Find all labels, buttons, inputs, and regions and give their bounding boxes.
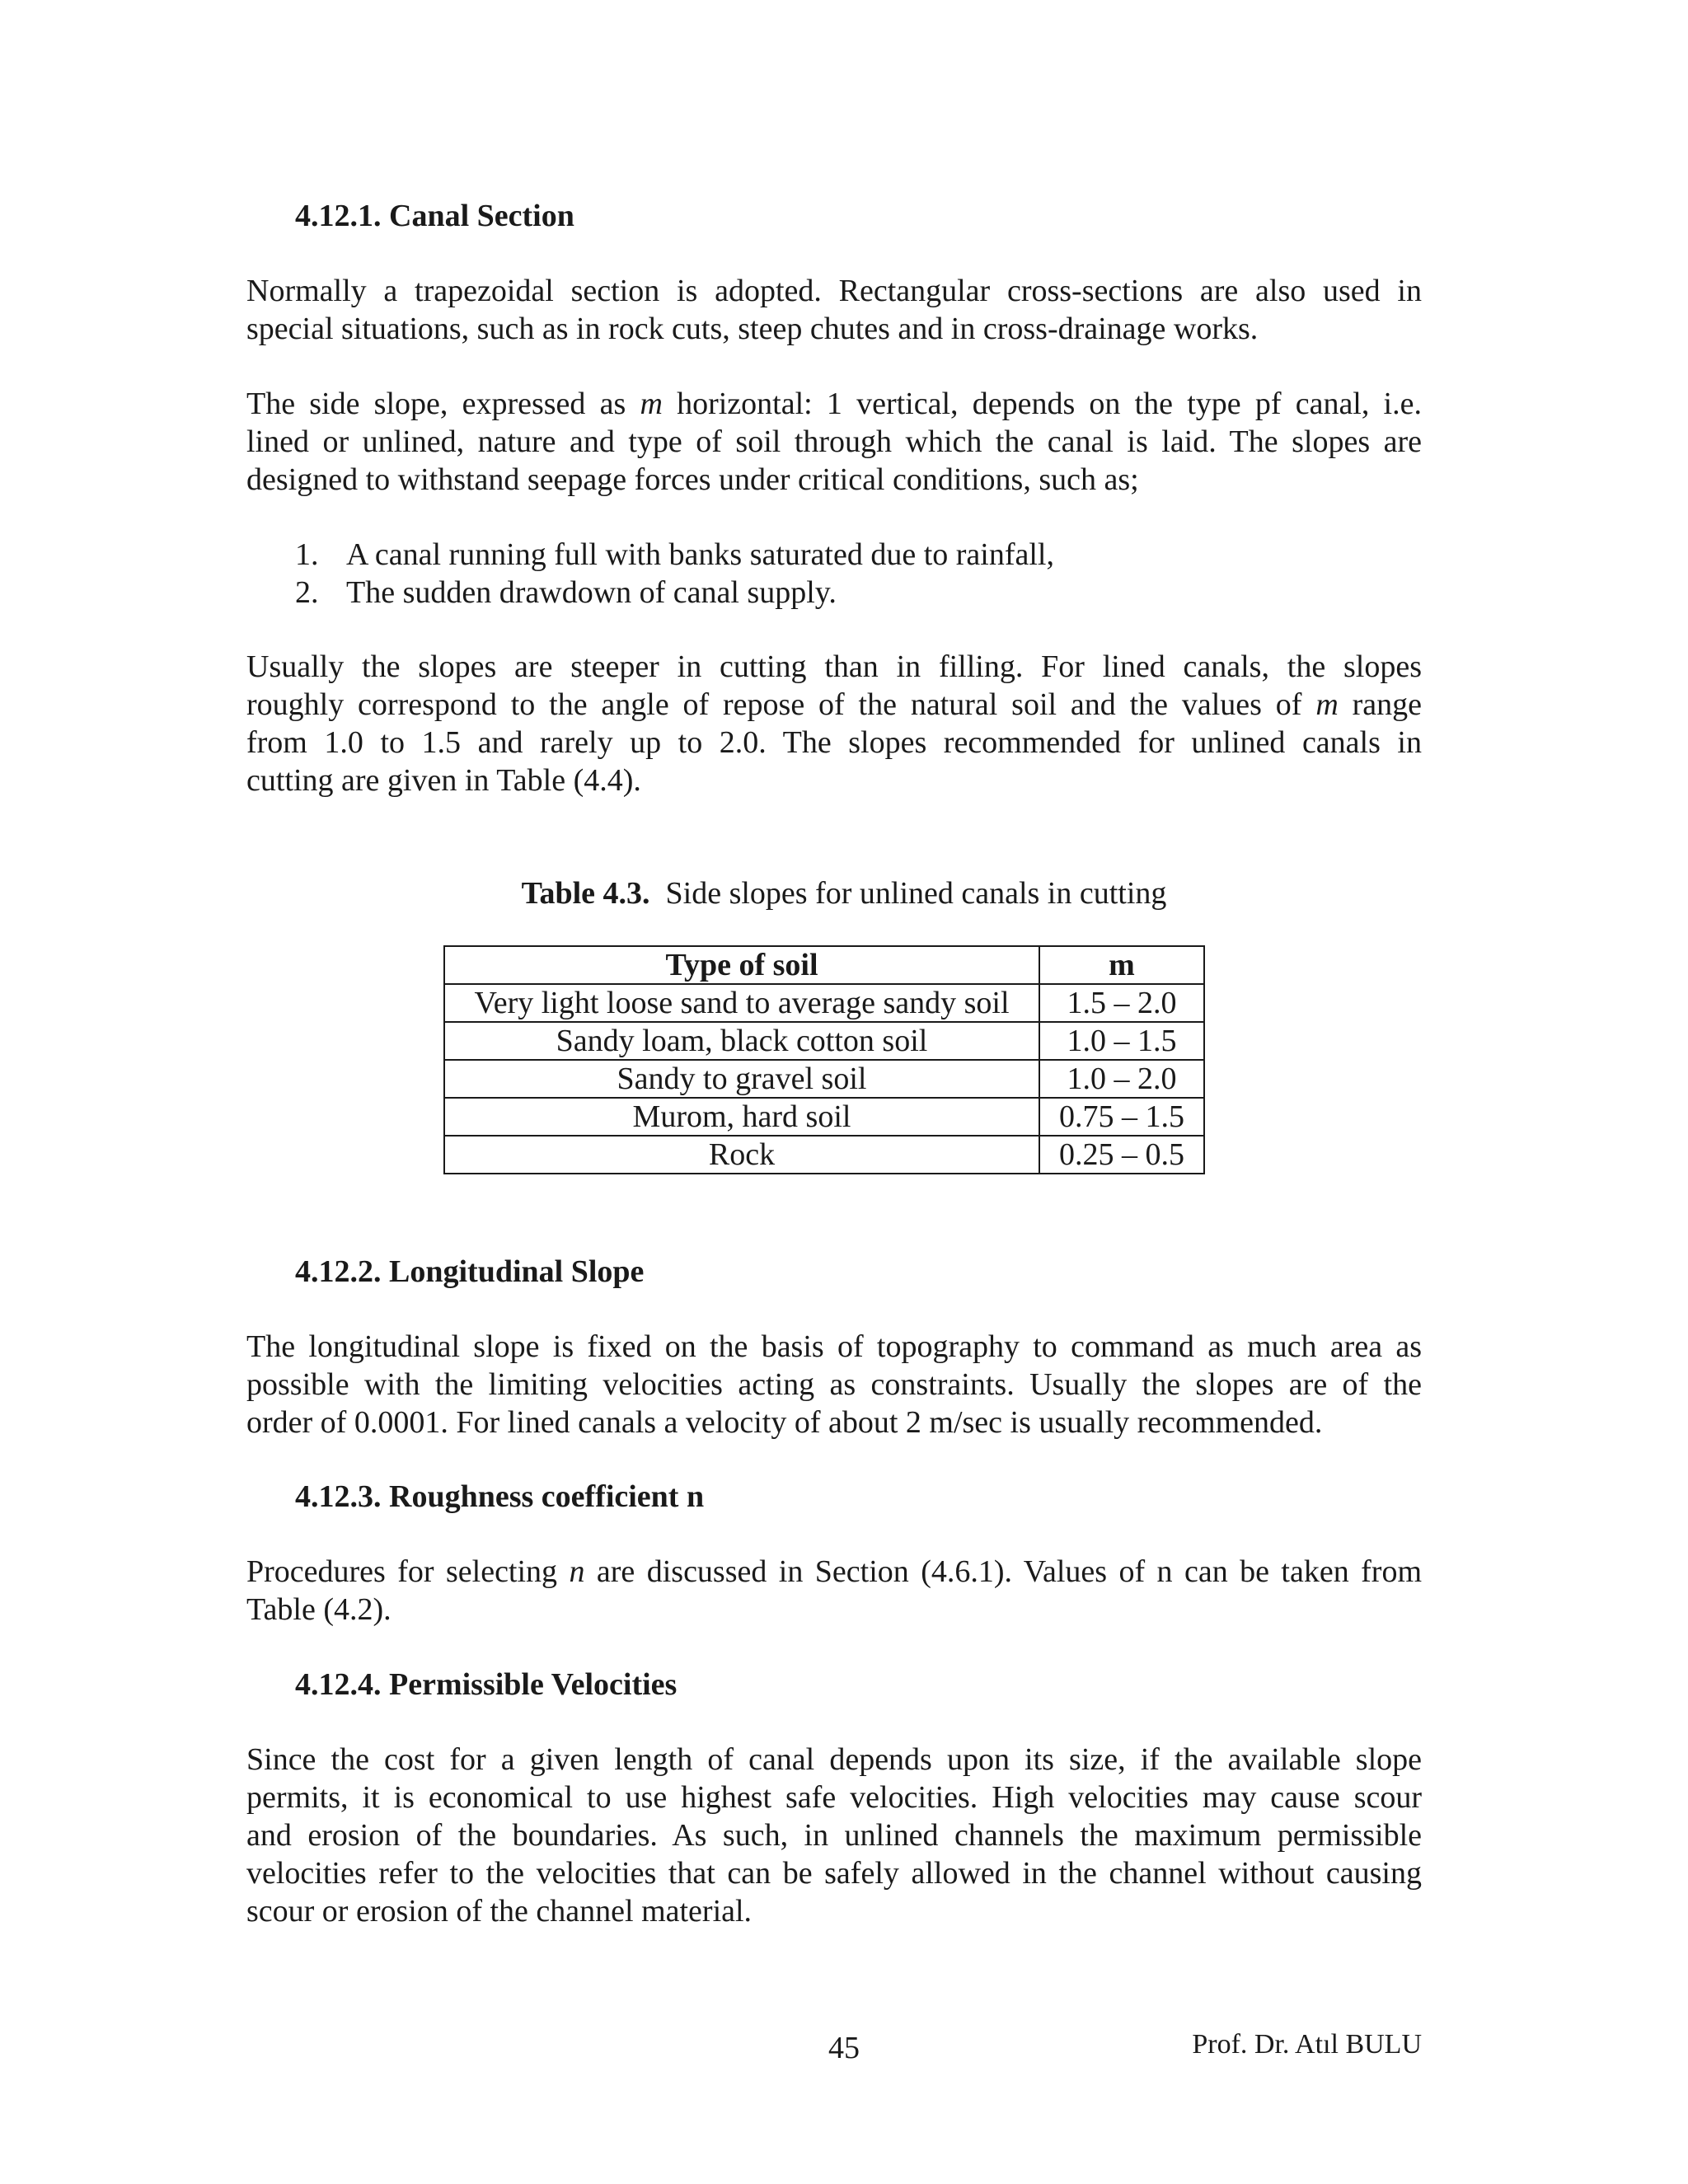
side-slopes-table <box>443 945 1205 1174</box>
list-item <box>295 574 1054 612</box>
section-heading-permissible-velocities: 4.12.4. Permissible Velocities <box>295 1667 678 1702</box>
numbered-list <box>295 536 1054 612</box>
table-cell: 0.25 – 0.5 <box>1039 1136 1204 1174</box>
text-line: The longitudinal slope is fixed on the basis of topography to command as much area as <box>246 1329 1422 1364</box>
text-line: from 1.0 to 1.5 and rarely up to 2.0. The slopes recommended for unlined canals in <box>246 725 1422 760</box>
paragraph-permissible-velocities <box>246 1741 1422 1930</box>
table-cell: 1.0 – 1.5 <box>1039 1022 1204 1060</box>
table-cell: Sandy loam, black cotton soil <box>444 1022 1039 1060</box>
text-line: Table (4.2). <box>246 1592 392 1627</box>
text-line: Usually the slopes are steeper in cutting than in filling. For lined canals, the slopes <box>246 649 1422 684</box>
text-fragment: horizontal: 1 vertical, depends on the type pf canal, i.e. <box>662 387 1422 421</box>
table-cell: 1.0 – 2.0 <box>1039 1060 1204 1098</box>
table-row <box>444 1022 1204 1060</box>
table-cell: Sandy to gravel soil <box>444 1060 1039 1098</box>
text-line: special situations, such as in rock cuts, steep chutes and in cross-drainage works. <box>246 312 1259 346</box>
variable-m: m <box>1315 687 1339 722</box>
table-row <box>444 1060 1204 1098</box>
paragraph-slopes <box>246 648 1422 799</box>
text-fragment: The side slope, expressed as <box>246 387 640 421</box>
page-number: 45 <box>828 2031 860 2065</box>
variable-m: m <box>640 387 663 421</box>
text-line: Since the cost for a given length of canal depends upon its size, if the available slope <box>246 1742 1422 1777</box>
text-line: designed to withstand seepage forces under critical conditions, such as; <box>246 462 1139 497</box>
text-line: cutting are given in Table (4.4). <box>246 763 641 798</box>
variable-n: n <box>569 1554 585 1589</box>
text-line: scour or erosion of the channel material. <box>246 1894 753 1929</box>
list-text: A canal running full with banks saturated due to rainfall, <box>346 537 1054 572</box>
list-item <box>295 536 1054 574</box>
text-fragment: Procedures for selecting <box>246 1554 570 1589</box>
text-fragment: range <box>1338 687 1422 722</box>
table-cell: Very light loose sand to average sandy soil <box>444 984 1039 1022</box>
text-fragment: are discussed in Section (4.6.1). Values of n can be taken from <box>584 1554 1423 1589</box>
table-cell: 1.5 – 2.0 <box>1039 984 1204 1022</box>
list-number: 1. <box>295 537 319 572</box>
text-line: order of 0.0001. For lined canals a velocity of about 2 m/sec is usually recommended. <box>246 1405 1323 1440</box>
text-line: lined or unlined, nature and type of soil through which the canal is laid. The slopes are <box>246 424 1422 459</box>
section-heading-roughness: 4.12.3. Roughness coefficient n <box>295 1479 705 1514</box>
text-line: possible with the limiting velocities acting as constraints. Usually the slopes are of the <box>246 1367 1422 1402</box>
table-header-row <box>444 946 1204 984</box>
table-row <box>444 1136 1204 1174</box>
text-line: velocities refer to the velocities that can be safely allowed in the channel without causing <box>246 1856 1422 1891</box>
list-text: The sudden drawdown of canal supply. <box>346 575 837 610</box>
paragraph-canal-section-1 <box>246 272 1422 348</box>
table-caption-text: Side slopes for unlined canals in cutting <box>649 876 1167 911</box>
table-cell: Murom, hard soil <box>444 1098 1039 1136</box>
table-caption-label: Table 4.3. <box>521 876 650 911</box>
text-line: Normally a trapezoidal section is adopted. Rectangular cross-sections are also used in <box>246 274 1422 308</box>
paragraph-side-slope <box>246 385 1422 499</box>
list-number: 2. <box>295 575 319 610</box>
table-header-cell: Type of soil <box>444 946 1039 984</box>
text-line <box>246 686 1422 724</box>
text-fragment: roughly correspond to the angle of repose of the natural soil and the values of <box>246 687 1316 722</box>
table-header-cell: m <box>1039 946 1204 984</box>
text-line: and erosion of the boundaries. As such, in unlined channels the maximum permissible <box>246 1818 1422 1853</box>
text-line <box>246 1553 1422 1591</box>
paragraph-roughness <box>246 1553 1422 1629</box>
table-cell: Rock <box>444 1136 1039 1174</box>
paragraph-longitudinal-slope <box>246 1328 1422 1441</box>
section-heading-longitudinal-slope: 4.12.2. Longitudinal Slope <box>295 1254 645 1289</box>
text-line <box>246 385 1422 423</box>
section-heading-canal-section: 4.12.1. Canal Section <box>295 199 574 233</box>
table-cell: 0.75 – 1.5 <box>1039 1098 1204 1136</box>
text-line: permits, it is economical to use highest safe velocities. High velocities may cause scour <box>246 1780 1422 1815</box>
table-row <box>444 984 1204 1022</box>
table-caption <box>0 874 1688 912</box>
footer-author: Prof. Dr. Atıl BULU <box>1192 2029 1422 2060</box>
table-row <box>444 1098 1204 1136</box>
